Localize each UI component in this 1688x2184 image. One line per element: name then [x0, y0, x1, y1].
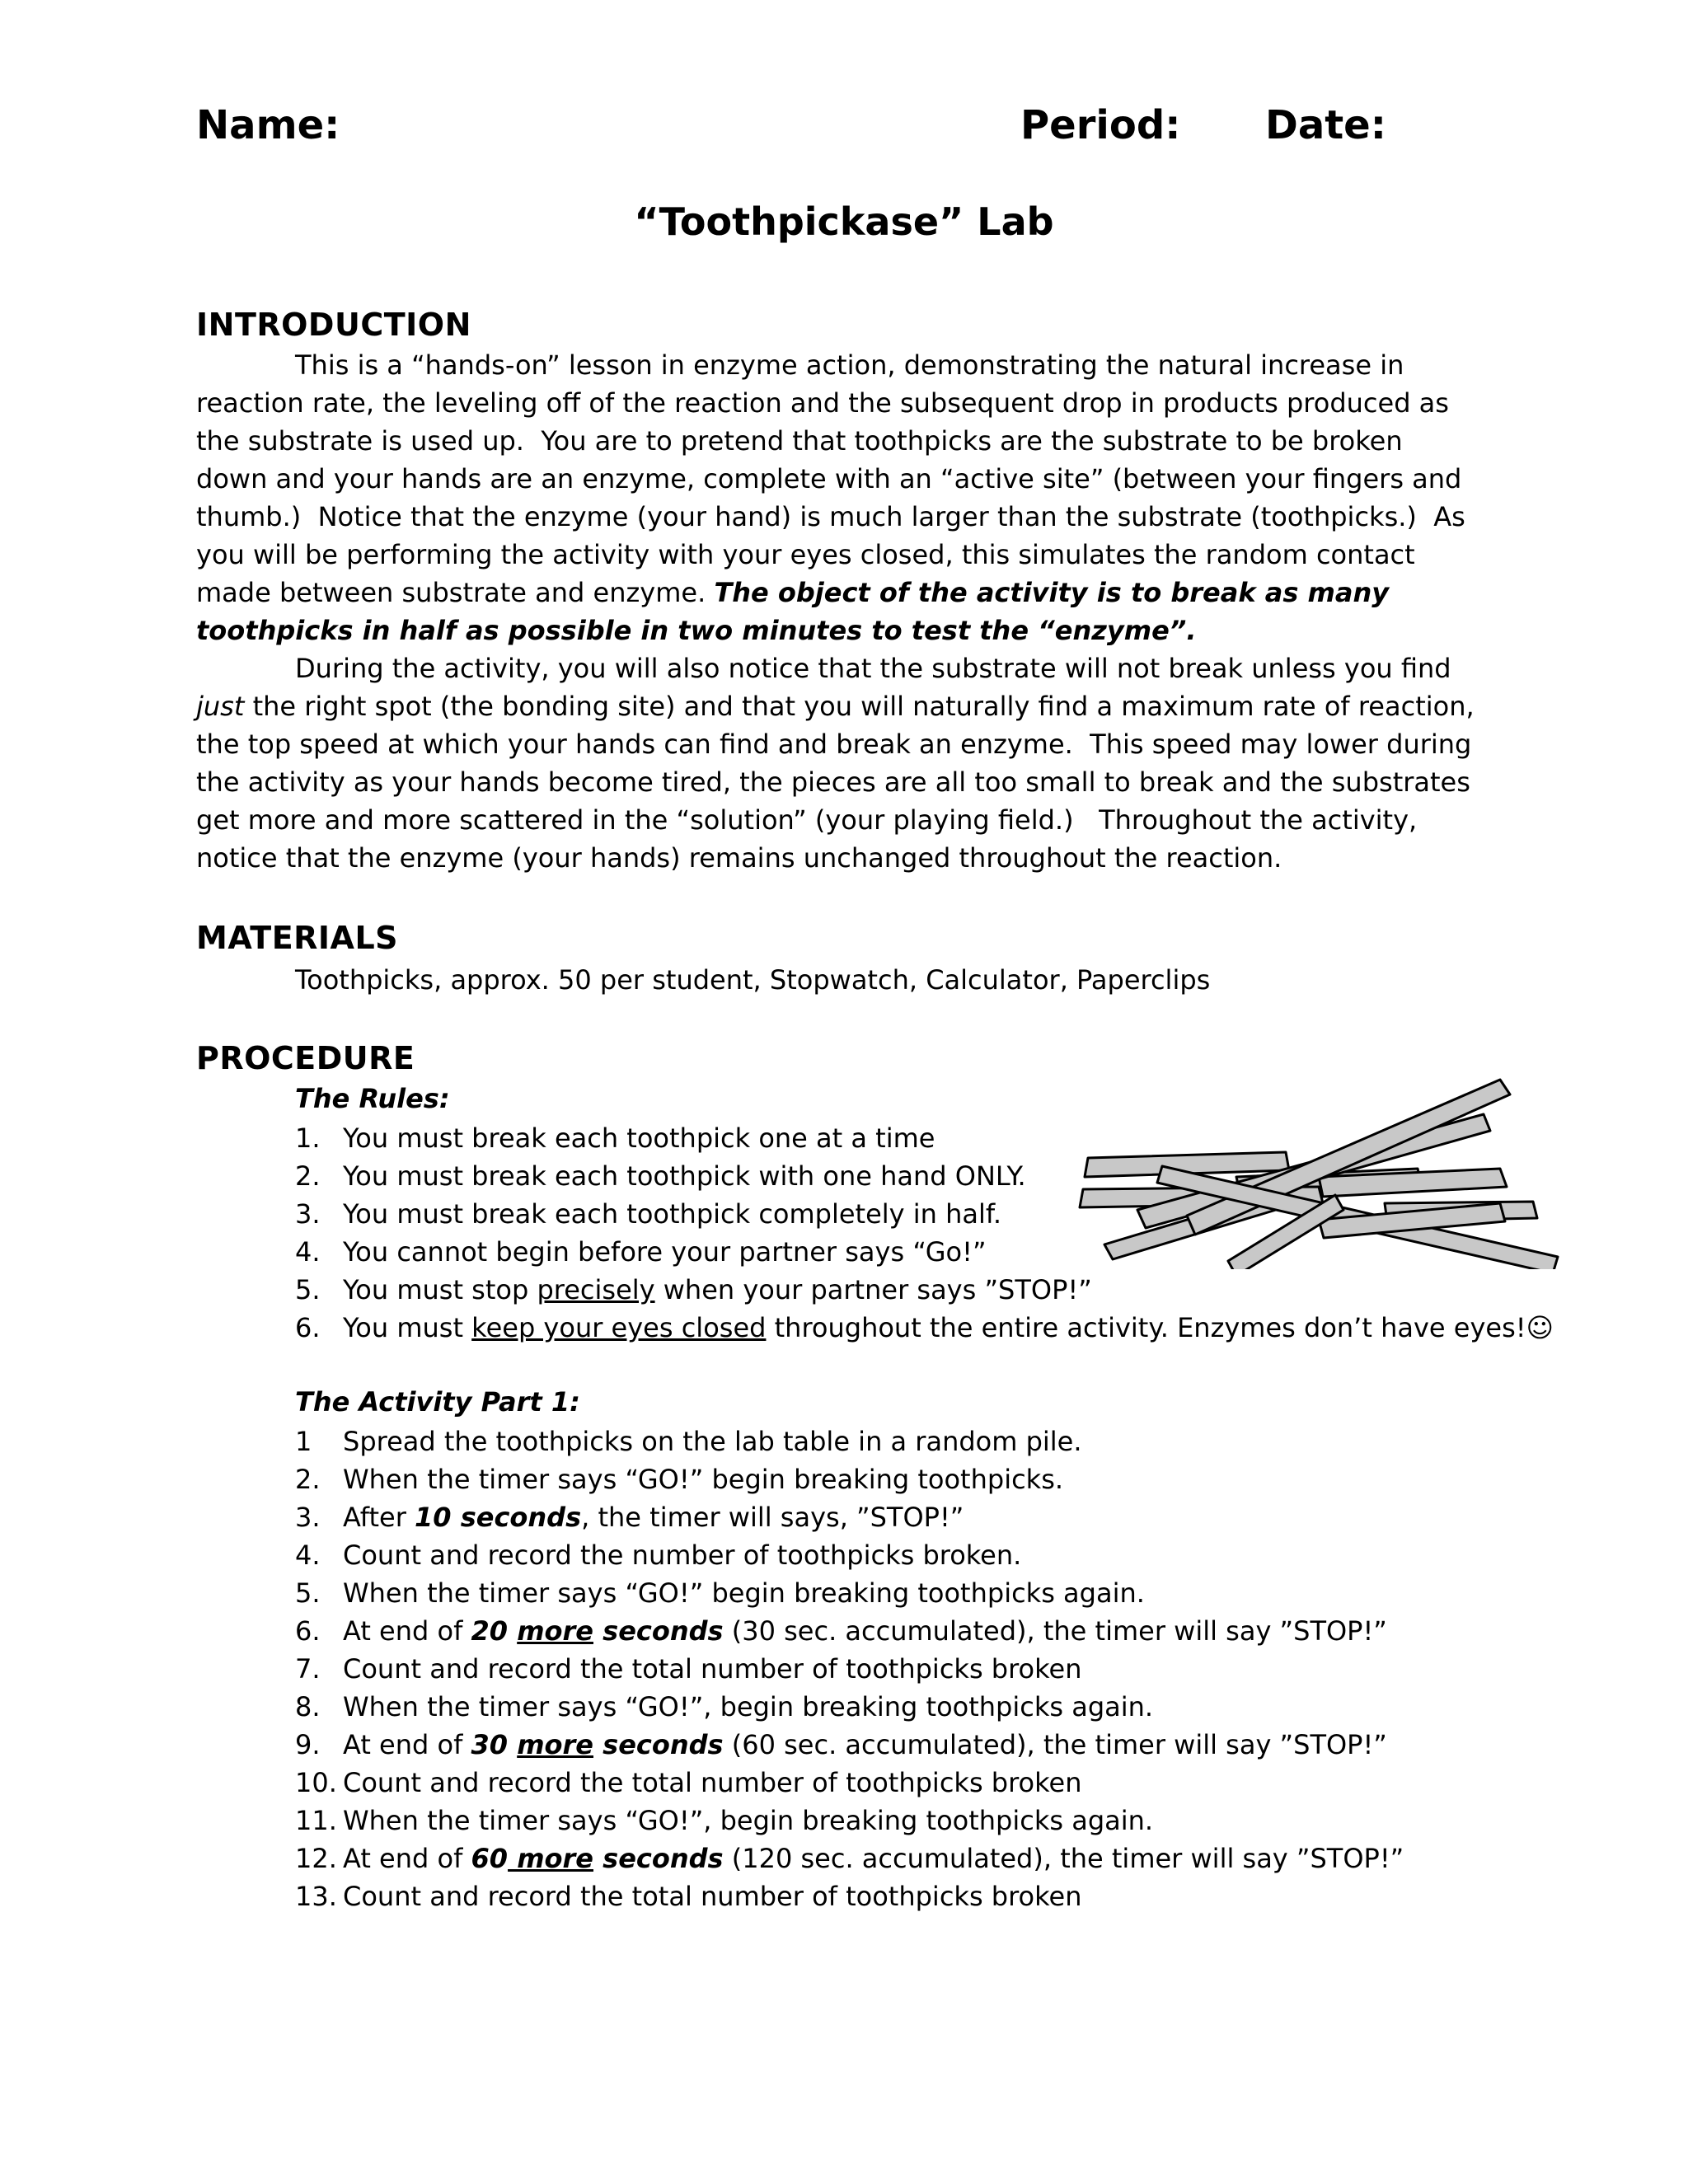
activity-step-text: , the timer will says, ”STOP!”: [581, 1502, 964, 1533]
activity-steps-list: [295, 1422, 1581, 1915]
rule-item: [295, 1271, 1581, 1309]
activity-step-number: 10.: [295, 1767, 337, 1798]
activity-step-number: 4.: [295, 1540, 321, 1571]
activity-step-text: At end of: [343, 1843, 471, 1874]
activity-step-emphasis: 30: [471, 1729, 518, 1760]
activity-step-text: When the timer says “GO!” begin breaking toothpicks.: [343, 1464, 1064, 1495]
introduction-p2-italic: just: [196, 691, 245, 722]
activity-step-emphasis: seconds: [593, 1843, 724, 1874]
activity-step-item: [295, 1726, 1581, 1764]
introduction-heading: INTRODUCTION: [196, 307, 471, 343]
rule-number: 1.: [295, 1122, 321, 1154]
rule-text: You must: [343, 1312, 472, 1343]
activity-step-emphasis-underlined: more: [517, 1615, 593, 1647]
rule-text: You must break each toothpick completely in half.: [343, 1198, 1002, 1230]
activity-step-item: [295, 1688, 1581, 1726]
procedure-heading: PROCEDURE: [196, 1040, 415, 1076]
activity-step-number: 3.: [295, 1502, 321, 1533]
activity-step-item: [295, 1877, 1581, 1915]
activity-step-item: [295, 1536, 1581, 1574]
activity-step-text: When the timer says “GO!” begin breaking toothpicks again.: [343, 1577, 1145, 1609]
introduction-p2-after: the right spot (the bonding site) and that you will naturally find a maximum rate of reaction, the top speed at which your hands can find and break an enzyme. This speed may lower during the activity as your hands become tired, the pieces are all too small to break and the substrates get more and more scattered in the “solution” (your playing field.) Throughout the activity, notice that the enzyme (your hands) remains unchanged throughout the reaction.: [196, 691, 1483, 874]
activity-step-text: After: [343, 1502, 415, 1533]
period-label: Period:: [1020, 102, 1181, 148]
activity-step-item: [295, 1574, 1581, 1612]
rule-text: when your partner says ”STOP!”: [654, 1274, 1092, 1305]
introduction-body: [196, 346, 1482, 877]
activity-step-number: 8.: [295, 1691, 321, 1722]
activity-step-emphasis: 60: [471, 1843, 509, 1874]
activity-step-text: (60 sec. accumulated), the timer will say ”STOP!”: [723, 1729, 1387, 1760]
introduction-objective: The object of the activity is to break as many toothpicks in half as possible in two minutes to test the “enzyme”.: [196, 577, 1399, 646]
activity-step-emphasis: 20: [471, 1615, 518, 1647]
activity-step-number: 12.: [295, 1843, 337, 1874]
rule-text: You must stop: [343, 1274, 537, 1305]
name-label: Name:: [196, 102, 340, 148]
activity-step-text: Count and record the total number of toothpicks broken: [343, 1881, 1082, 1912]
introduction-p1-text: This is a “hands-on” lesson in enzyme action, demonstrating the natural increase in reaction rate, the leveling off of the reaction and the subsequent drop in products produced as the substrate is used up. You are to pretend that toothpicks are the substrate to be broken down and your hands are an enzyme, complete with an “active site” (between your fingers and thumb.) Notice that the enzyme (your hand) is much larger than the substrate (toothpicks.) As you will be performing the activity with your eyes closed, this simulates the random contact made between substrate and enzyme.: [196, 349, 1474, 608]
rule-number: 4.: [295, 1236, 321, 1268]
rule-number: 3.: [295, 1198, 321, 1230]
rule-number: 2.: [295, 1160, 321, 1192]
rule-text: throughout the entire activity. Enzymes don’t have eyes!☺: [766, 1312, 1554, 1343]
rule-item: [295, 1309, 1581, 1347]
activity-step-emphasis: 10 seconds: [415, 1502, 582, 1533]
activity-heading: The Activity Part 1:: [295, 1386, 580, 1418]
activity-step-number: 6.: [295, 1615, 321, 1647]
introduction-paragraph-1: [196, 346, 1482, 649]
activity-step-item: [295, 1460, 1581, 1498]
rule-text: You must break each toothpick with one hand ONLY.: [343, 1160, 1026, 1192]
activity-step-number: 7.: [295, 1653, 321, 1685]
rule-text: You cannot begin before your partner says “Go!”: [343, 1236, 987, 1268]
introduction-p2-before: During the activity, you will also notice that the substrate will not break unless you find: [295, 653, 1460, 684]
activity-step-text: At end of: [343, 1729, 471, 1760]
rules-heading: The Rules:: [295, 1083, 450, 1114]
activity-step-text: (30 sec. accumulated), the timer will say ”STOP!”: [723, 1615, 1387, 1647]
activity-step-emphasis: seconds: [593, 1615, 724, 1647]
rule-underlined-text: precisely: [537, 1274, 655, 1305]
activity-step-item: [295, 1612, 1581, 1650]
activity-step-item: [295, 1840, 1581, 1877]
activity-step-item: [295, 1764, 1581, 1802]
activity-step-emphasis: seconds: [593, 1729, 724, 1760]
toothpicks-pile-icon: [1071, 1071, 1566, 1269]
activity-step-emphasis-underlined: more: [517, 1729, 593, 1760]
activity-step-text: At end of: [343, 1615, 471, 1647]
rule-underlined-text: keep your eyes closed: [471, 1312, 767, 1343]
activity-step-text: When the timer says “GO!”, begin breaking toothpicks again.: [343, 1805, 1154, 1836]
activity-step-text: Count and record the total number of toothpicks broken: [343, 1653, 1082, 1685]
page-title: “Toothpickase” Lab: [634, 199, 1054, 244]
activity-step-number: 9.: [295, 1729, 321, 1760]
materials-text: Toothpicks, approx. 50 per student, Stopwatch, Calculator, Paperclips: [295, 964, 1211, 996]
activity-step-number: 5.: [295, 1577, 321, 1609]
activity-step-emphasis-underlined: more: [508, 1843, 593, 1874]
activity-step-item: [295, 1498, 1581, 1536]
activity-step-number: 1: [295, 1426, 312, 1457]
activity-step-number: 11.: [295, 1805, 337, 1836]
activity-step-item: [295, 1422, 1581, 1460]
materials-heading: MATERIALS: [196, 920, 399, 956]
introduction-paragraph-2: [196, 649, 1482, 877]
date-label: Date:: [1265, 102, 1386, 148]
activity-step-number: 2.: [295, 1464, 321, 1495]
activity-step-text: When the timer says “GO!”, begin breaking toothpicks again.: [343, 1691, 1154, 1722]
activity-step-text: Spread the toothpicks on the lab table in a random pile.: [343, 1426, 1082, 1457]
rule-text: You must break each toothpick one at a time: [343, 1122, 935, 1154]
activity-step-text: (120 sec. accumulated), the timer will say ”STOP!”: [723, 1843, 1404, 1874]
activity-step-item: [295, 1802, 1581, 1840]
rule-number: 6.: [295, 1312, 321, 1343]
activity-step-item: [295, 1650, 1581, 1688]
activity-step-text: Count and record the total number of toothpicks broken: [343, 1767, 1082, 1798]
activity-step-text: Count and record the number of toothpicks broken.: [343, 1540, 1022, 1571]
activity-step-number: 13.: [295, 1881, 337, 1912]
rule-number: 5.: [295, 1274, 321, 1305]
